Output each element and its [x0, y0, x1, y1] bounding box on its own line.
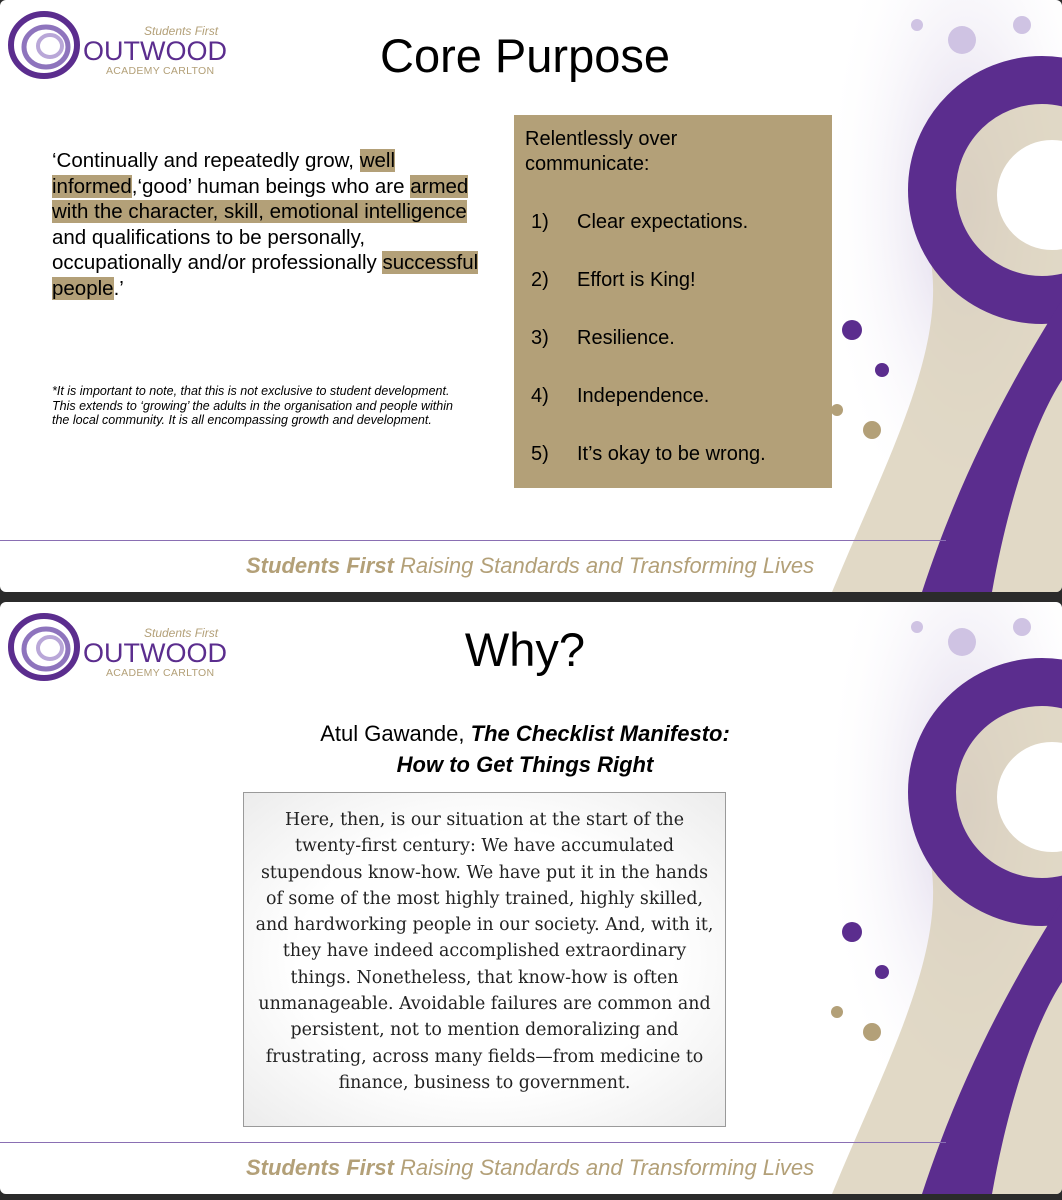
footer-slogan [246, 1155, 814, 1181]
book-subtitle: How to Get Things Right [396, 752, 654, 777]
logo-name: OUTWOOD [83, 638, 227, 668]
quote-highlight: armed with the character, skill, emotional intelligence [52, 174, 469, 223]
book-title: The Checklist Manifesto: [470, 721, 730, 746]
decorative-splash [822, 0, 1062, 592]
footer-bold: Students First [246, 553, 394, 578]
communicate-box [514, 115, 832, 488]
slide-title: Why? [464, 623, 586, 676]
list-number: 4) [531, 385, 549, 407]
list-text: Clear expectations. [577, 211, 749, 233]
list-item [531, 211, 748, 234]
list-text: Independence. [577, 385, 710, 407]
logo-subtitle: ACADEMY CARLTON [106, 667, 215, 679]
logo-tagline: Students First [144, 626, 219, 640]
logo-subtitle: ACADEMY CARLTON [106, 65, 215, 77]
quote-text: ,‘good’ human beings who are [131, 174, 411, 198]
slide-core-purpose [0, 0, 1062, 592]
list-text: It’s okay to be wrong. [577, 443, 766, 465]
list-number: 2) [531, 269, 549, 291]
quote-text: .’ [113, 276, 124, 300]
slide-why [0, 602, 1062, 1194]
quote-highlight: successful people [52, 251, 479, 300]
list-item [531, 385, 709, 408]
list-item [531, 269, 696, 292]
decorative-splash [822, 602, 1062, 1194]
book-excerpt: Here, then, is our situation at the start of the twenty-first century: We have accumulated stupendous know-how. We have put it in the hands of some of the most highly trained, highly skilled, and hardworking people in our society. And, with it, they have indeed accomplished extraordinary things. Nonetheless, that know-how is often unmanageable. Avoidable failures are common and persistent, not to mention demoralizing and frustrating, across many fields—from medicine to finance, business to government. [243, 792, 726, 1127]
footer-bold: Students First [246, 1155, 394, 1180]
book-credit [0, 718, 1050, 780]
footer-divider [0, 540, 946, 541]
footer-rest: Raising Standards and Transforming Lives [400, 1155, 815, 1180]
footer-slogan [246, 553, 814, 579]
quote-highlight: well informed [52, 149, 396, 198]
quote-text: ‘Continually and repeatedly grow, [52, 149, 360, 172]
list-text: Effort is King! [577, 269, 696, 291]
core-purpose-quote [52, 148, 482, 301]
footer-rest: Raising Standards and Transforming Lives [400, 553, 815, 578]
list-item [531, 443, 766, 466]
quote-text: and qualifications to be personally, occupationally and/or professionally [52, 225, 383, 274]
logo-name: OUTWOOD [83, 36, 227, 66]
slide-title: Core Purpose [380, 29, 670, 82]
list-text: Resilience. [577, 327, 675, 349]
box-heading: Relentlessly over communicate: [525, 128, 678, 175]
footer-divider [0, 1142, 946, 1143]
list-item [531, 327, 675, 350]
list-number: 5) [531, 443, 549, 465]
book-author: Atul Gawande, [320, 721, 471, 746]
logo-tagline: Students First [144, 24, 219, 38]
list-number: 1) [531, 211, 549, 233]
list-number: 3) [531, 327, 549, 349]
footnote: *It is important to note, that this is not exclusive to student development. This extends to ‘growing’ the adults in the organisation and people within the local community. It is all encompassing growth and development. [52, 384, 453, 427]
